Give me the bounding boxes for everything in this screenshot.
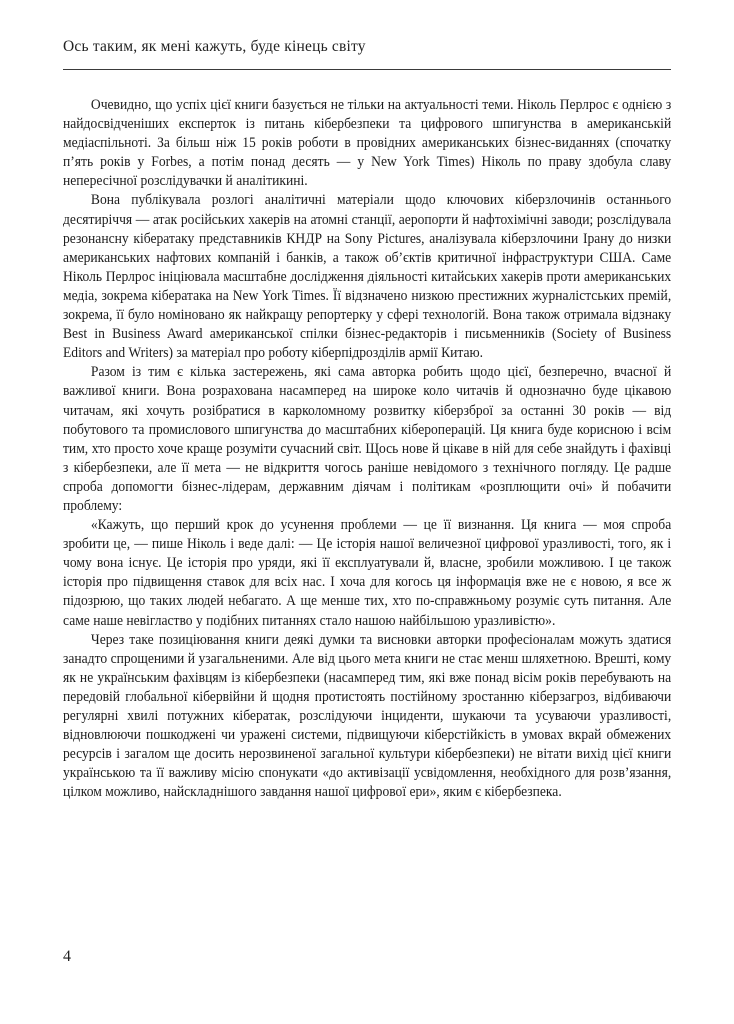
paragraph-quote: «Кажуть, що перший крок до усунення проблеми — це її визнання. Ця книга — моя спроба зробити це, — пише Ніколь і веде далі: — Це історія нашої величезної цифрової уразливості, того, як і чому вона існує. Це історія про уряди, які її експлуатували й, власне, зробили можливою. І це також історія про підвищення ставок для всіх нас. І хоча для когось ця інформація вже не є новою, я все ж підозрюю, що таких людей небагато. А ще менше тих, хто по-справжньому розуміє суть питання. Але саме наше невігластво у подібних питаннях стало нашою найбільшою уразливістю». <box>63 517 672 629</box>
running-head: Ось таким, як мені кажуть, буде кінець світу <box>63 38 366 55</box>
body-text <box>63 96 671 802</box>
page-header <box>63 38 671 78</box>
paragraph-publications: Вона публікувала розлогі аналітичні матеріали щодо ключових кіберзлочинів останнього десятиріччя — атак російських хакерів на атомні станції, аеропорти й нафтохімічні заводи; розслідувала резонансну кібератаку представників КНДР на Sony Pictures, аналізувала кіберзлочини Ірану до низки американських нафтових компаній і банків, а також об’єктів критичної інфраструктури США. Саме Ніколь Перлрос ініціювала масштабне дослідження діяльності китайських хакерів проти американських медіа, зокрема кібератака на New York Times. Її відзначено низкою престижних журналістських премій, зокрема, її було номіновано як найкращу репортерку у сфері технологій. Вона також отримала відзнаку Best in Business Award американської спілки бізнес-редакторів і письменників (Society of Business Editors and Writers) за матеріал про роботу кіберпідрозділів армії Китаю. <box>63 192 672 362</box>
page-footer <box>63 948 71 966</box>
paragraph-intro: Очевидно, що успіх цієї книги базується не тільки на актуальності теми. Ніколь Перлрос є однією з найдосвідченіших експерток із питань кібербезпеки та цифрового шпигунства в американській медіаспільноті. За більш ніж 15 років роботи в провідних американських бізнес-виданнях (спочатку п’ять років у Forbes, а потім понад десять — у New York Times) Ніколь по праву здобула славу непересічної розслідувачки й аналітикині. <box>63 97 672 190</box>
paragraph-caveats: Разом із тим є кілька застережень, які сама авторка робить щодо цієї, безперечно, вчасної й важливої книги. Вона розрахована насамперед на широке коло читачів й однозначно буде цікавою читачам, які хочуть розібратися в карколомному розвитку кіберзброї за останні 30 років — від побутового та промислового шпигунства до масштабних кібероперацій. Ця книга буде корисною і всім тим, хто просто хоче краще розуміти сучасний світ. Щось нове й цікаве в ній для себе знайдуть і фахівці з кібербезпеки, але її мета — не відкриття чогось раніше невідомого з технічного погляду. Це радше спроба допомогти бізнес-лідерам, державним діячам і політикам «розплющити очі» й побачити проблему: <box>63 364 672 514</box>
paragraph-conclusion: Через таке позиціювання книги деякі думки та висновки авторки професіоналам можуть здатися занадто спрощеними й узагальненими. Але від цього мета книги не стає менш шляхетною. Врешті, кому як не українським фахівцям із кібербезпеки (насамперед тим, які вже понад вісім років перебувають на передовій глобальної кібервійни й щодня протистоять постійному зростанню кіберзагроз, відбиваючи регулярні хвилі потужних кібератак, розслідуючи інциденти, шукаючи та усуваючи уразливості, відновлюючи пошкоджені чи уражені системи, підвищуючи кіберстійкість в умовах вкрай обмежених ресурсів і загалом ще досить нерозвиненої загальної культури кібербезпеки) не вітати вихід цієї книги українською та її важливу місію спонукати «до активізації усвідомлення, необхідного для розв’язання, цілком можливо, найскладнішого завдання нашої цифрової ери», яким є кібербезпека. <box>63 631 672 801</box>
page-number: 4 <box>63 948 71 965</box>
header-divider <box>63 69 671 70</box>
